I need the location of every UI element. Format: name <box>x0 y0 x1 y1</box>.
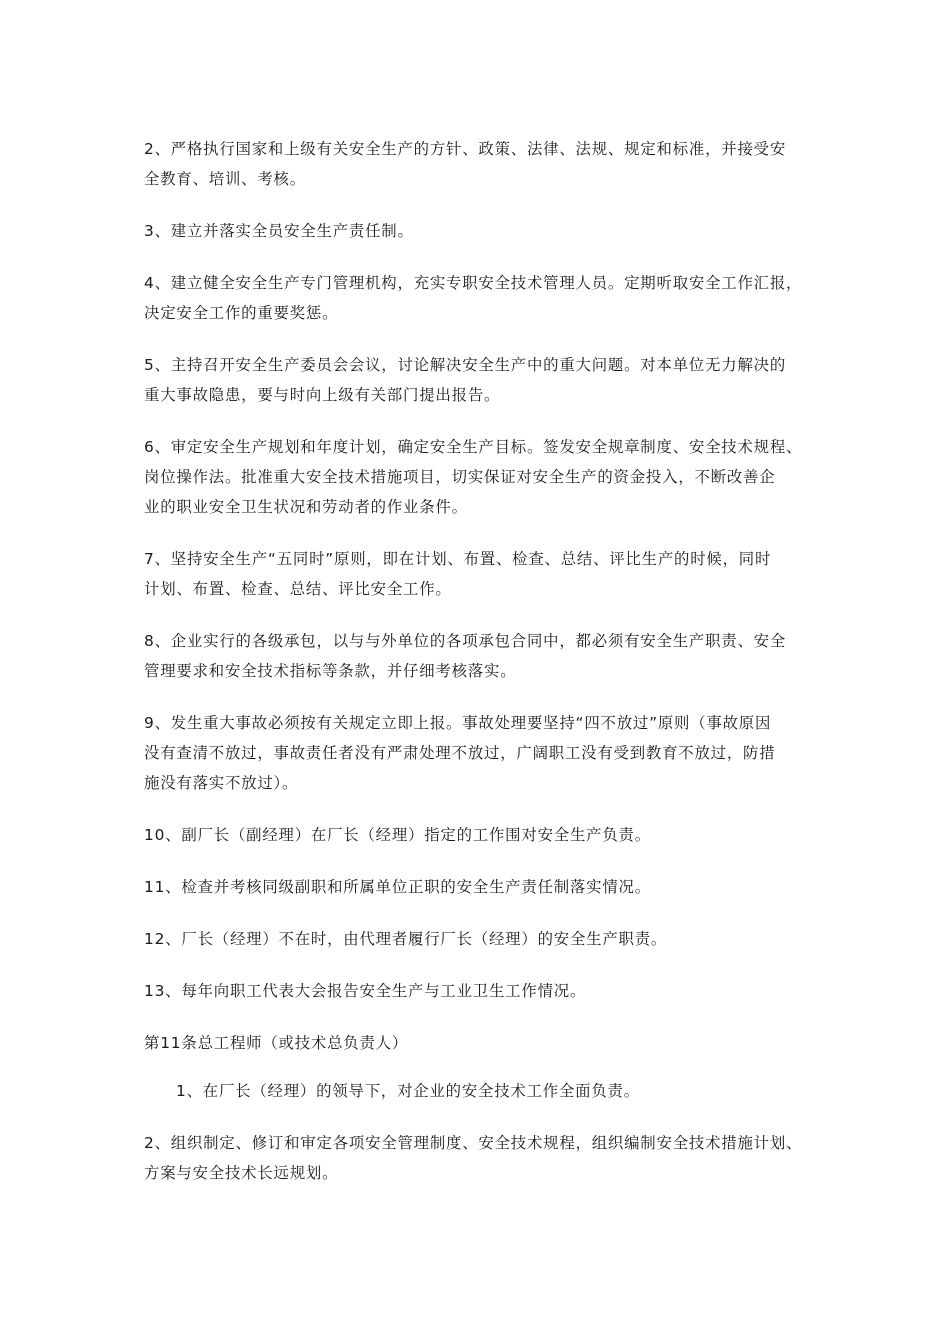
paragraph-item-12 <box>144 924 824 954</box>
paragraph-item-2 <box>144 134 824 194</box>
paragraph-line: 全教育、培训、考核。 <box>144 170 306 188</box>
paragraph-line: 1、在厂长（经理）的领导下，对企业的安全技术工作全面负责。 <box>176 1082 640 1100</box>
paragraph-item-11 <box>144 872 824 902</box>
paragraph-line: 12、厂长（经理）不在时，由代理者履行厂长（经理）的安全生产职责。 <box>144 930 668 948</box>
article-item-2 <box>144 1128 824 1188</box>
paragraph-line: 8、企业实行的各级承包，以与与外单位的各项承包合同中，都必须有安全生产职责、安全 <box>144 632 787 650</box>
paragraph-line: 计划、布置、检查、总结、评比安全工作。 <box>144 580 452 598</box>
paragraph-line: 2、组织制定、修订和审定各项安全管理制度、安全技术规程，组织编制安全技术措施计划、 <box>144 1134 803 1152</box>
paragraph-line: 13、每年向职工代表大会报告安全生产与工业卫生工作情况。 <box>144 982 587 1000</box>
paragraph-line: 10、副厂长（副经理）在厂长（经理）指定的工作围对安全生产负责。 <box>144 826 651 844</box>
paragraph-item-4 <box>144 268 824 328</box>
paragraph-item-9 <box>144 708 824 798</box>
paragraph-item-8 <box>144 626 824 686</box>
paragraph-line: 岗位操作法。批准重大安全技术措施项目，切实保证对安全生产的资金投入，不断改善企 <box>144 468 776 486</box>
paragraph-item-6 <box>144 432 824 522</box>
paragraph-item-10 <box>144 820 824 850</box>
paragraph-line: 方案与安全技术长远规划。 <box>144 1164 339 1182</box>
paragraph-line: 管理要求和安全技术指标等条款，并仔细考核落实。 <box>144 662 517 680</box>
paragraph-line: 决定安全工作的重要奖惩。 <box>144 304 339 322</box>
paragraph-line: 没有查清不放过，事故责任者没有严肃处理不放过，广阔职工没有受到教育不放过，防措 <box>144 744 776 762</box>
paragraph-line: 11、检查并考核同级副职和所属单位正职的安全生产责任制落实情况。 <box>144 878 651 896</box>
paragraph-line: 7、坚持安全生产“五同时”原则，即在计划、布置、检查、总结、评比生产的时候，同时 <box>144 550 772 568</box>
paragraph-line: 3、建立并落实全员安全生产责任制。 <box>144 222 414 240</box>
paragraph-item-7 <box>144 544 824 604</box>
document-body <box>144 134 824 1210</box>
paragraph-line: 4、建立健全安全生产专门管理机构，充实专职安全技术管理人员。定期听取安全工作汇报， <box>144 274 803 292</box>
paragraph-line: 重大事故隐患，要与时向上级有关部门提出报告。 <box>144 386 501 404</box>
paragraph-line: 施没有落实不放过）。 <box>144 774 299 792</box>
paragraph-item-13 <box>144 976 824 1006</box>
article-heading: 第11条总工程师（或技术总负责人） <box>144 1034 409 1052</box>
paragraph-line: 6、审定安全生产规划和年度计划，确定安全生产目标。签发安全规章制度、安全技术规程、 <box>144 438 803 456</box>
paragraph-line: 5、主持召开安全生产委员会会议，讨论解决安全生产中的重大问题。对本单位无力解决的 <box>144 356 787 374</box>
paragraph-item-5 <box>144 350 824 410</box>
article-item-1 <box>144 1076 824 1106</box>
paragraph-line: 2、严格执行国家和上级有关安全生产的方针、政策、法律、法规、规定和标准，并接受安 <box>144 140 787 158</box>
paragraph-line: 9、发生重大事故必须按有关规定立即上报。事故处理要坚持“四不放过”原则（事故原因 <box>144 714 772 732</box>
paragraph-line: 业的职业安全卫生状况和劳动者的作业条件。 <box>144 498 468 516</box>
paragraph-item-3 <box>144 216 824 246</box>
